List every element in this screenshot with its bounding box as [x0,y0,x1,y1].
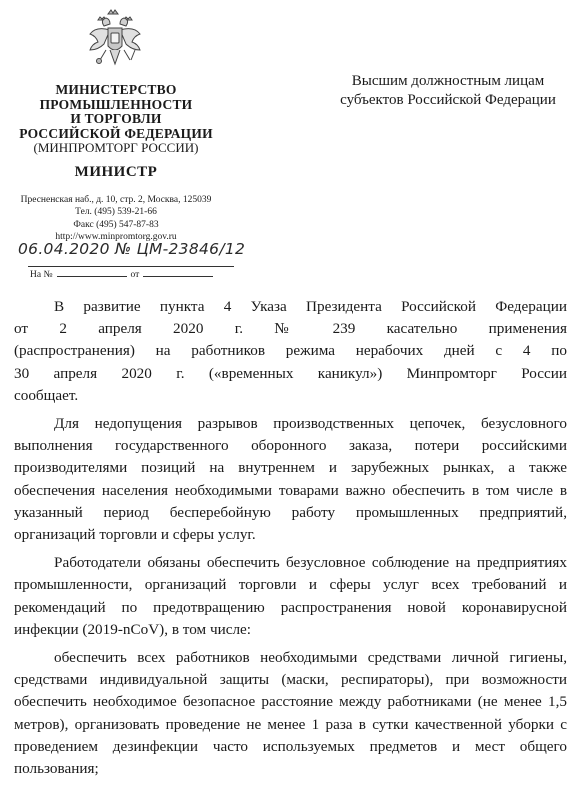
ministry-line: ПРОМЫШЛЕННОСТИ [39,96,193,112]
ministry-line: И ТОРГОВЛИ [70,111,162,126]
body-paragraph: Для недопущения разрывов производственных цепочек, безусловного выполнения государственного оборонного заказа, потери российскими производителями позиций на внутреннем и зарубежных рынках, а также обеспечения населения необходимыми товарами важно обеспечить в том числе в указанный период бесперебойную работу промышленных предприятий, организаций торговли и сферы услуг. [14,415,567,544]
ref-date-blank [143,268,213,277]
state-emblem-icon [86,8,144,78]
phone: Тел. (495) 539-21-66 [75,207,157,218]
contacts-block [0,194,232,243]
addressee-line: субъектов Российской Федерации [340,91,556,108]
addressee-line: Высшим должностным лицам [351,73,545,89]
ref-number-blank [57,268,127,277]
ministry-name-block [0,83,232,156]
addressee-block [318,72,578,109]
registration-number-handwritten: 06.04.2020 № ЦМ-23846/12 [18,240,246,258]
ref-from: от [130,270,140,280]
website-link[interactable]: http://www.minpromtorg.gov.ru [55,231,177,242]
body-paragraph: обеспечить всех работников необходимыми средствами личной гигиены, средствами индивидуальной защиты (маски, респираторы), при возможности обеспечить необходимое безопасное расстояние между работниками (не менее 1,5 метров), организовать проведение не менее 1 раза в сутки качественной уборки с проведением дезинфекции часто используемых предметов и мест общего пользования; [14,649,567,778]
ministry-line: РОССИЙСКОЙ ФЕДЕРАЦИИ [19,125,213,141]
body-paragraph: В развитие пункта 4 Указа Президента Российской Федерации от 2 апреля 2020 г. № 239 касательно применения (распространения) на работников режима нерабочих дней с 4 по 30 апреля 2020 г. («временных каникул») Минпромторг России сообщает. [14,298,567,404]
ref-prefix: На № [30,270,53,280]
reference-line [30,268,213,280]
ministry-line: МИНИСТЕРСТВО [55,82,177,97]
body-paragraph: Работодатели обязаны обеспечить безусловное соблюдение на предприятиях промышленности, организаций торговли и сферы услуг всех требований и рекомендаций по предотвращению распространения новой коронавирусной инфекции (2019-nCoV), в том числе: [14,554,567,638]
position-title: МИНИСТР [74,164,158,180]
ministry-short-name: (МИНПРОМТОРГ РОССИИ) [33,140,199,155]
address: Пресненская наб., д. 10, стр. 2, Москва, 125039 [20,195,212,205]
letter-body [14,296,567,786]
registration-underline [28,266,234,267]
registration-block [18,240,258,284]
fax: Факс (495) 547-87-83 [73,219,159,230]
